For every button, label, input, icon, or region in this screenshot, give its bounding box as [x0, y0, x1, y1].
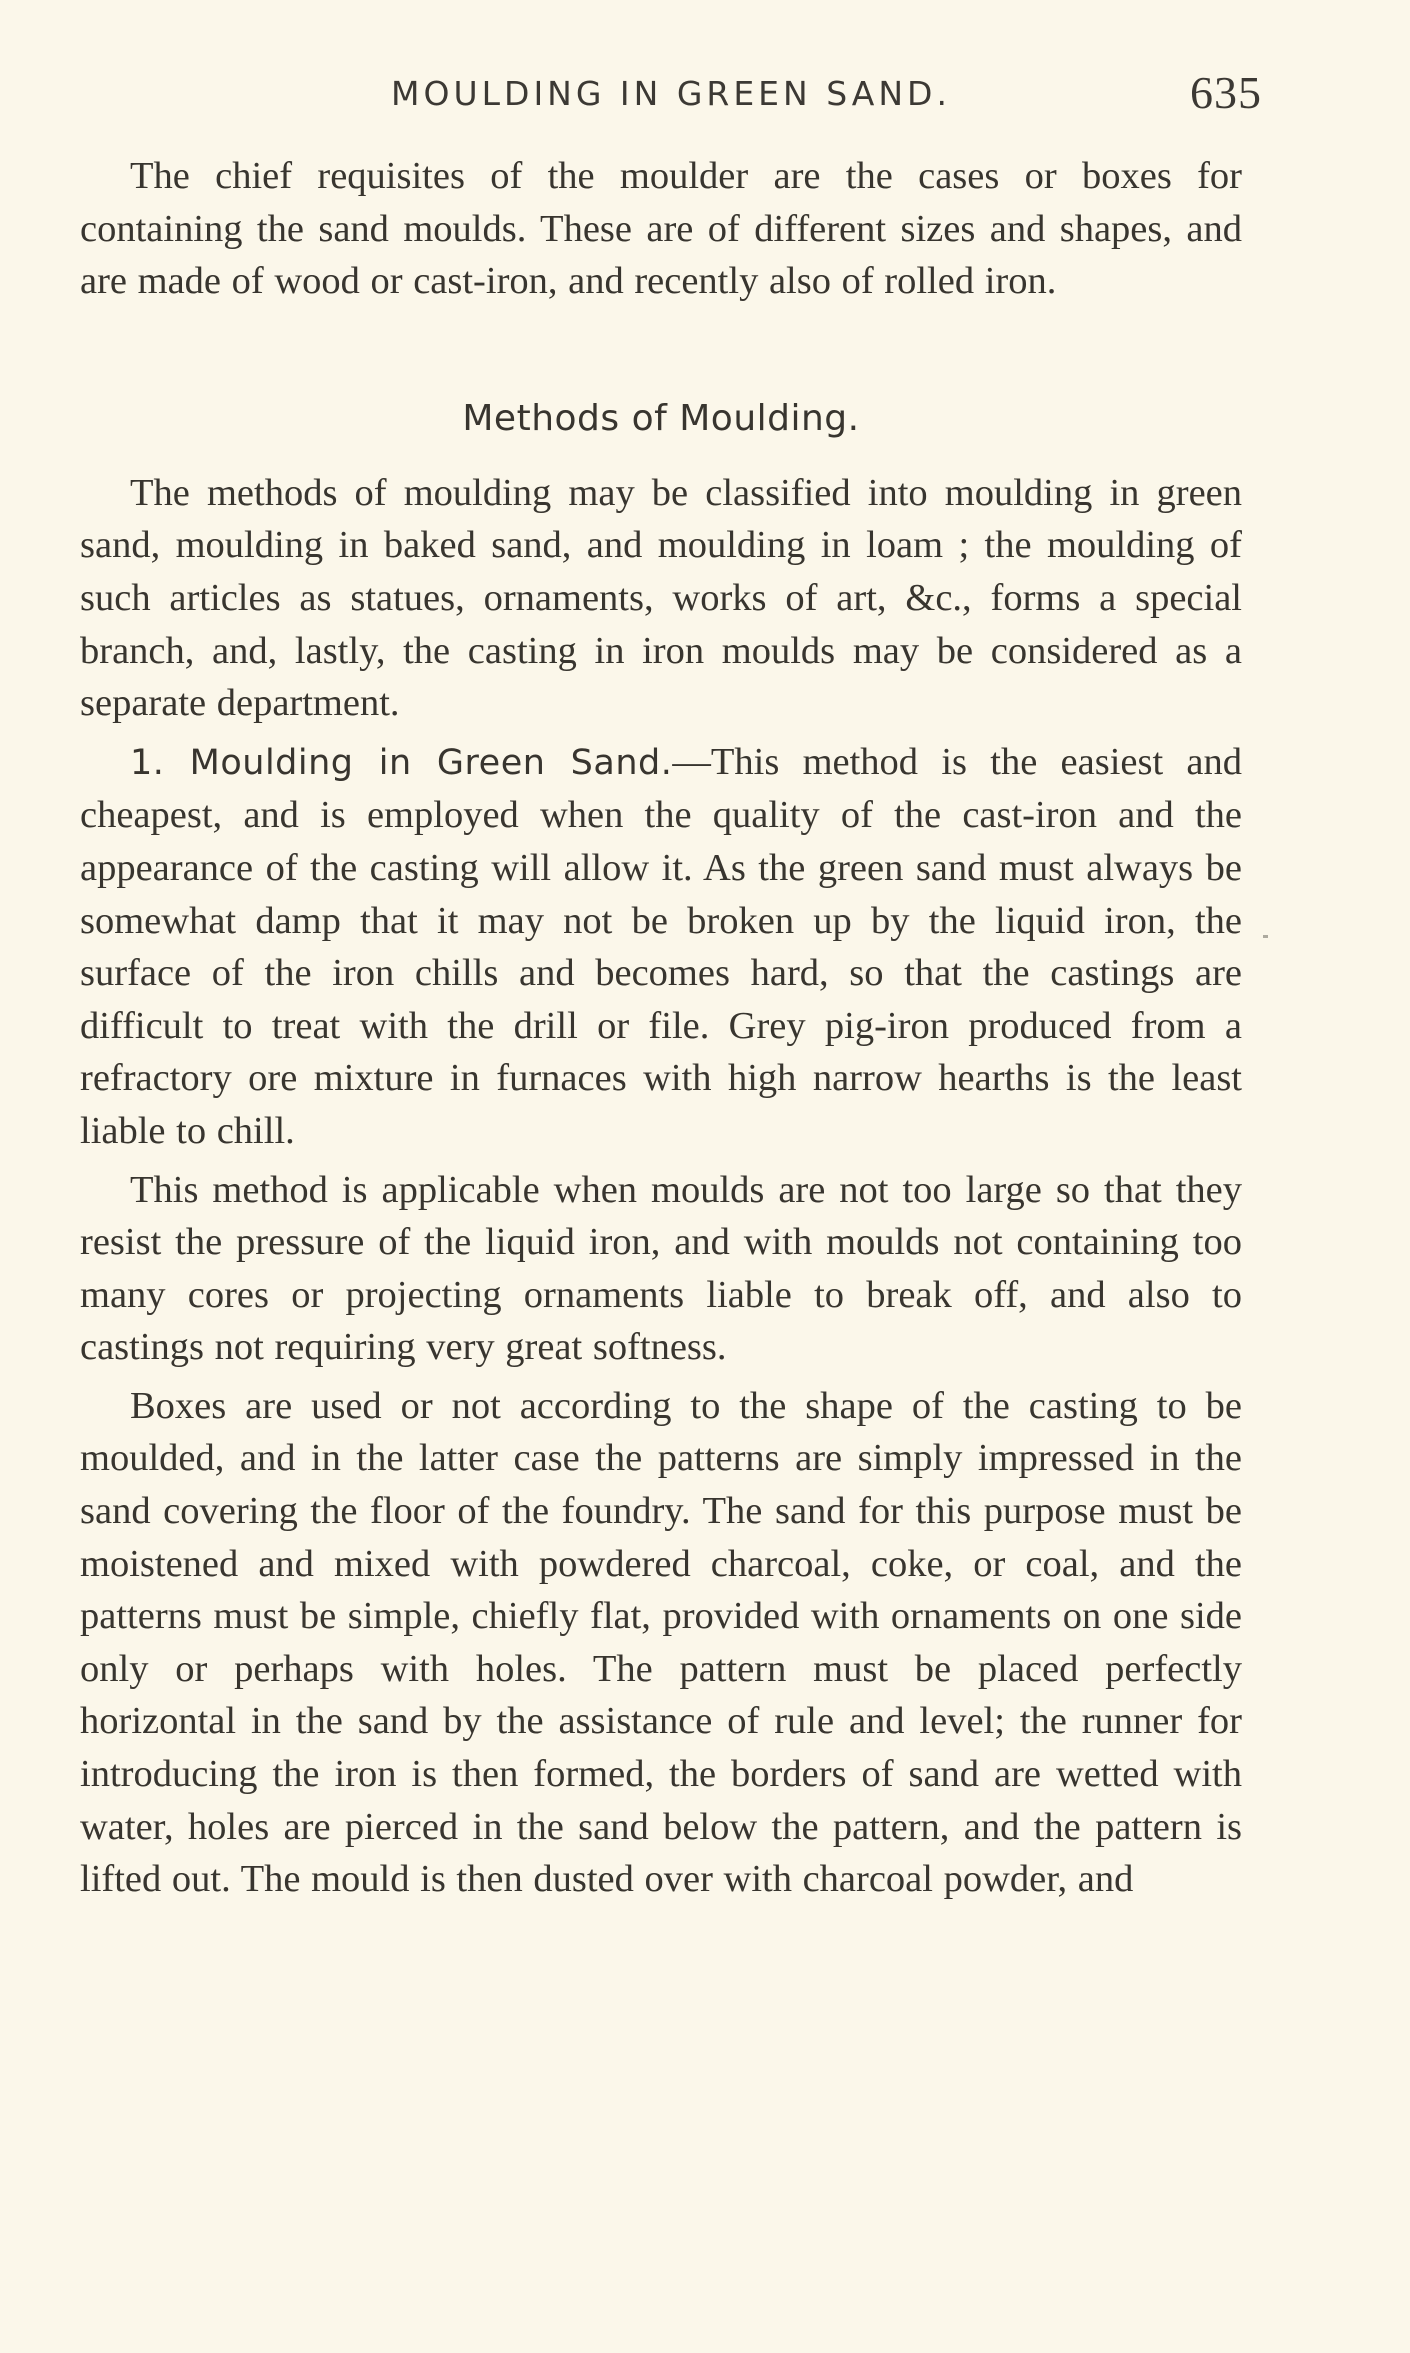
margin-mark — [1263, 935, 1268, 938]
running-title: MOULDING IN GREEN SAND. — [391, 74, 951, 113]
paragraph-green-sand — [80, 736, 1242, 1158]
paragraph-applicability: This method is applicable when moulds are not too large so that they resist the pressure of the liquid iron, and with moulds not containing too many cores or projecting ornaments liable to break off, and also to castings not requiring very great softness. — [80, 1168, 1242, 1369]
run-in-heading: 1. Moulding in Green Sand. — [130, 742, 673, 783]
paragraph-requisites: The chief requisites of the moulder are the cases or boxes for containing the sand moulds. These are of different sizes and shapes, and are made of wood or cast-iron, and recently also of rolled iron. — [80, 155, 1242, 303]
running-head — [80, 66, 1262, 126]
section-heading: Methods of Moulding. — [462, 397, 860, 439]
paragraph-boxes: Boxes are used or not according to the shape of the casting to be moulded, and in the latter case the patterns are simply impressed in the sand covering the floor of the foundry. The sand for this purpose must be moistened and mixed with powdered charcoal, coke, or coal, and the patterns must be simple, chiefly flat, provided with ornaments on one side only or perhaps with holes. The pattern must be placed perfectly horizontal in the sand by the assistance of rule and level; the runner for introducing the iron is then formed, the borders of sand are wetted with water, holes are pierced in the sand below the pattern, and the pattern is lifted out. The mould is then dusted over with charcoal powder, and — [80, 1384, 1242, 1901]
body-text — [80, 150, 1242, 1906]
paragraph-methods: The methods of moulding may be classified into moulding in green sand, moulding in baked sand, and moulding in loam ; the moulding of such articles as statues, ornaments, works of art, &c., forms a special branch, and, lastly, the casting in iron moulds may be considered as a separate department. — [80, 471, 1242, 725]
page-number: 635 — [1190, 67, 1262, 118]
paragraph-green-sand-body: —This method is the easiest and cheapest, and is employed when the quality of the cast-iron and the appearance of the casting will allow it. As the green sand must always be somewhat damp that it may not be broken up by the liquid iron, the surface of the iron chills and becomes hard, so that the castings are difficult to treat with the drill or file. Grey pig-iron produced from a refractory ore mixture in furnaces with high narrow hearths is the least liable to chill. — [80, 740, 1243, 1152]
